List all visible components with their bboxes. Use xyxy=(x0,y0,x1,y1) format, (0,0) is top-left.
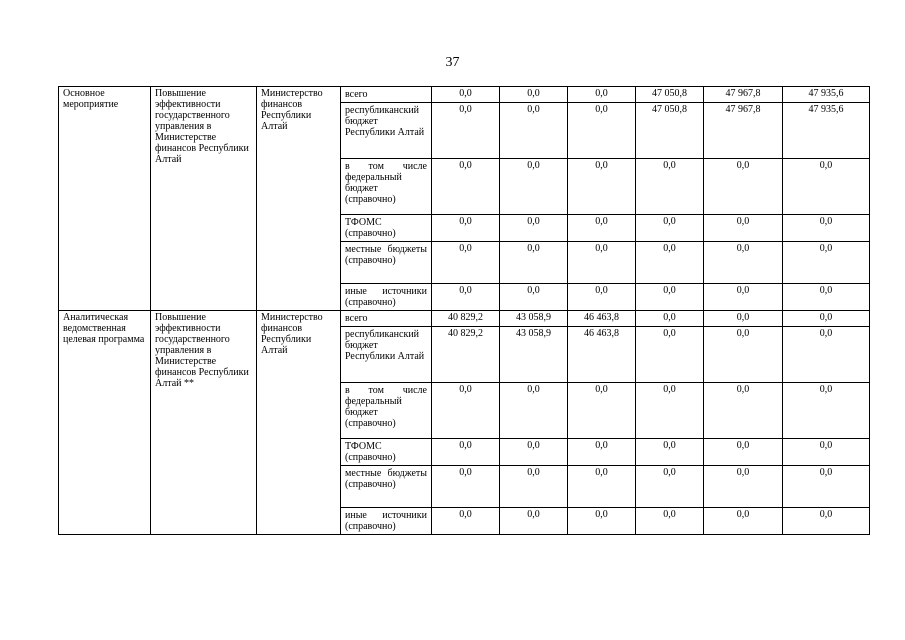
amount-cell: 0,0 xyxy=(636,508,704,535)
amount-cell: 0,0 xyxy=(636,159,704,215)
amount-cell: 0,0 xyxy=(783,466,870,508)
amount-cell: 40 829,2 xyxy=(432,311,500,327)
amount-cell: 0,0 xyxy=(568,466,636,508)
amount-cell: 0,0 xyxy=(568,383,636,439)
amount-cell: 0,0 xyxy=(432,383,500,439)
amount-cell: 0,0 xyxy=(432,87,500,103)
amount-cell: 0,0 xyxy=(500,439,568,466)
amount-cell: 0,0 xyxy=(500,215,568,242)
amount-cell: 0,0 xyxy=(704,242,783,284)
amount-cell: 47 935,6 xyxy=(783,103,870,159)
amount-cell: 0,0 xyxy=(704,439,783,466)
page-number: 37 xyxy=(445,55,460,70)
amount-cell: 0,0 xyxy=(704,311,783,327)
amount-cell: 0,0 xyxy=(636,439,704,466)
funding-source-cell: всего xyxy=(341,311,432,327)
amount-cell: 0,0 xyxy=(783,439,870,466)
amount-cell: 0,0 xyxy=(636,284,704,311)
amount-cell: 0,0 xyxy=(500,466,568,508)
amount-cell: 0,0 xyxy=(704,159,783,215)
amount-cell: 0,0 xyxy=(636,327,704,383)
table-row xyxy=(59,87,870,103)
funding-source-cell: ТФОМС (справочно) xyxy=(341,439,432,466)
amount-cell: 0,0 xyxy=(432,466,500,508)
amount-cell: 0,0 xyxy=(636,466,704,508)
amount-cell: 0,0 xyxy=(568,242,636,284)
amount-cell: 0,0 xyxy=(783,508,870,535)
funding-source-cell: местные бюджеты (справочно) xyxy=(341,466,432,508)
funding-source-cell: местные бюджеты (справочно) xyxy=(341,242,432,284)
funding-source-cell: республиканский бюджет Республики Алтай xyxy=(341,103,432,159)
amount-cell: 0,0 xyxy=(783,311,870,327)
amount-cell: 0,0 xyxy=(432,159,500,215)
amount-cell: 0,0 xyxy=(783,383,870,439)
amount-cell: 40 829,2 xyxy=(432,327,500,383)
amount-cell: 47 967,8 xyxy=(704,103,783,159)
amount-cell: 0,0 xyxy=(432,508,500,535)
amount-cell: 0,0 xyxy=(704,508,783,535)
funding-source-cell: в том числе федеральный бюджет (справочно) xyxy=(341,159,432,215)
amount-cell: 0,0 xyxy=(432,103,500,159)
funding-source-cell: в том числе федеральный бюджет (справочно) xyxy=(341,383,432,439)
funding-source-cell: иные источники (справочно) xyxy=(341,284,432,311)
amount-cell: 0,0 xyxy=(636,215,704,242)
amount-cell: 0,0 xyxy=(783,242,870,284)
responsible-cell: Министерство финансов Республики Алтай xyxy=(257,87,341,311)
amount-cell: 0,0 xyxy=(432,284,500,311)
amount-cell: 43 058,9 xyxy=(500,327,568,383)
amount-cell: 0,0 xyxy=(500,103,568,159)
amount-cell: 46 463,8 xyxy=(568,311,636,327)
amount-cell: 0,0 xyxy=(568,159,636,215)
program-name-cell: Повышение эффективности государственного управления в Министерстве финансов Республики Алтай xyxy=(151,87,257,311)
amount-cell: 0,0 xyxy=(704,327,783,383)
funding-source-cell: всего xyxy=(341,87,432,103)
amount-cell: 0,0 xyxy=(704,215,783,242)
funding-source-cell: иные источники (справочно) xyxy=(341,508,432,535)
amount-cell: 0,0 xyxy=(500,87,568,103)
budget-table xyxy=(58,86,870,535)
amount-cell: 0,0 xyxy=(568,103,636,159)
program-type-cell: Аналитическая ведомственная целевая программа xyxy=(59,311,151,535)
amount-cell: 0,0 xyxy=(500,242,568,284)
amount-cell: 0,0 xyxy=(704,284,783,311)
amount-cell: 0,0 xyxy=(432,215,500,242)
amount-cell: 0,0 xyxy=(500,159,568,215)
amount-cell: 47 050,8 xyxy=(636,87,704,103)
amount-cell: 0,0 xyxy=(500,284,568,311)
amount-cell: 0,0 xyxy=(783,327,870,383)
amount-cell: 0,0 xyxy=(500,383,568,439)
amount-cell: 0,0 xyxy=(704,383,783,439)
program-name-cell: Повышение эффективности государственного управления в Министерстве финансов Республики Алтай ** xyxy=(151,311,257,535)
amount-cell: 47 935,6 xyxy=(783,87,870,103)
amount-cell: 47 050,8 xyxy=(636,103,704,159)
amount-cell: 0,0 xyxy=(636,242,704,284)
amount-cell: 0,0 xyxy=(636,383,704,439)
amount-cell: 46 463,8 xyxy=(568,327,636,383)
funding-source-cell: ТФОМС (справочно) xyxy=(341,215,432,242)
responsible-cell: Министерство финансов Республики Алтай xyxy=(257,311,341,535)
amount-cell: 0,0 xyxy=(432,242,500,284)
amount-cell: 0,0 xyxy=(783,159,870,215)
amount-cell: 0,0 xyxy=(783,284,870,311)
program-type-cell: Основное мероприятие xyxy=(59,87,151,311)
amount-cell: 0,0 xyxy=(568,439,636,466)
amount-cell: 0,0 xyxy=(568,508,636,535)
amount-cell: 43 058,9 xyxy=(500,311,568,327)
amount-cell: 0,0 xyxy=(568,87,636,103)
amount-cell: 0,0 xyxy=(704,466,783,508)
amount-cell: 0,0 xyxy=(636,311,704,327)
amount-cell: 0,0 xyxy=(568,284,636,311)
amount-cell: 47 967,8 xyxy=(704,87,783,103)
amount-cell: 0,0 xyxy=(500,508,568,535)
amount-cell: 0,0 xyxy=(783,215,870,242)
funding-source-cell: республиканский бюджет Республики Алтай xyxy=(341,327,432,383)
amount-cell: 0,0 xyxy=(432,439,500,466)
table-row xyxy=(59,311,870,327)
amount-cell: 0,0 xyxy=(568,215,636,242)
